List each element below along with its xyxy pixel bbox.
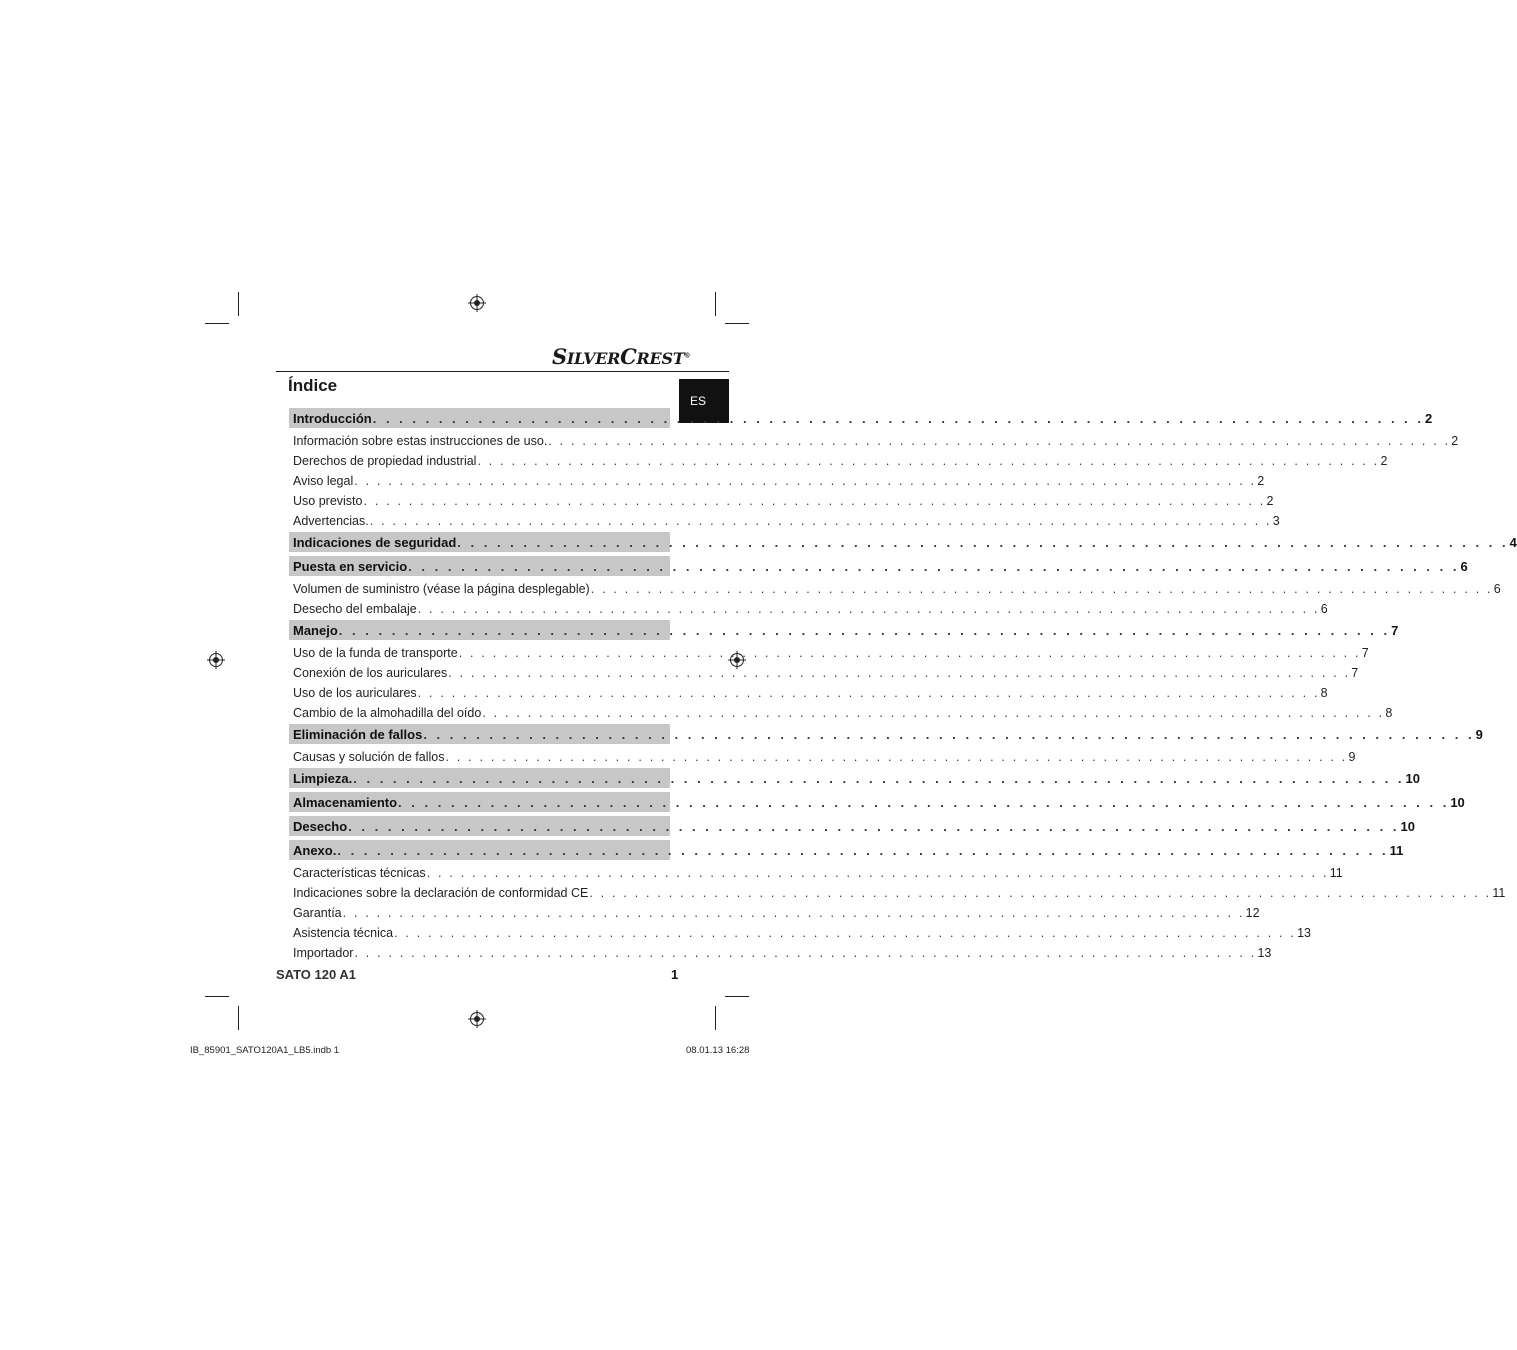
crop-mark (725, 996, 749, 997)
toc-leader: . . . . . . . . . . . . . . . . . . . . . . . . . . . . . . . . . . . . . . . . . . . . . . . . . . . . . . . . . . . . . . . . . . . . . . . . . . . . . . . . (445, 750, 1348, 764)
brand-logo: SILVERCREST® (552, 344, 691, 369)
toc-entry[interactable] (289, 860, 1343, 880)
toc-page: 4 (1509, 534, 1517, 550)
toc-leader: . . . . . . . . . . . . . . . . . . . . . . . . . . . . . . . . . . . . . . . . . . . . . . . . . . . . . . . . . . . . . . . . . . . . . . . . . . . . . . . . (589, 886, 1492, 900)
toc-page: 10 (1400, 818, 1415, 834)
toc-entry[interactable] (289, 448, 1388, 468)
toc-entry[interactable] (289, 700, 1393, 720)
toc-leader: . . . . . . . . . . . . . . . . . . . . . . . . . . . . . . . . . . . . . . . . . . . . . . . . . . . . . . . . . . . . . . . . . . . . . . . . . . . . . . . . (363, 494, 1266, 508)
registration-mark-icon (468, 1010, 486, 1028)
toc-section[interactable] (289, 792, 1465, 812)
toc-leader: . . . . . . . . . . . . . . . . . . . . . . . . . . . . . . . . . . . . . . . . . . . . . . . . . . . . . . . . . . . . . . . . . . . . . . . . . . . . . . . . (408, 558, 1460, 574)
toc-section[interactable] (289, 816, 1415, 836)
toc-entry[interactable] (289, 428, 1459, 448)
toc-leader: . . . . . . . . . . . . . . . . . . . . . . . . . . . . . . . . . . . . . . . . . . . . . . . . . . . . . . . . . . . . . . . . . . . . . . . . . . . . . . . . (353, 770, 1405, 786)
toc-label: Información sobre estas instrucciones de uso. (293, 434, 548, 448)
crop-mark (725, 323, 749, 324)
toc-leader: . . . . . . . . . . . . . . . . . . . . . . . . . . . . . . . . . . . . . . . . . . . . . . . . . . . . . . . . . . . . . . . . . . . . . . . . . . . . . . . . (423, 726, 1475, 742)
table-of-contents (289, 406, 1517, 960)
toc-page: 11 (1329, 866, 1343, 880)
toc-page: 2 (1451, 434, 1459, 448)
toc-page: 2 (1380, 454, 1388, 468)
toc-leader: . . . . . . . . . . . . . . . . . . . . . . . . . . . . . . . . . . . . . . . . . . . . . . . . . . . . . . . . . . . . . . . . . . . . . . . . . . . . . . . . (417, 602, 1320, 616)
toc-entry[interactable] (289, 880, 1506, 900)
toc-leader: . . . . . . . . . . . . . . . . . . . . . . . . . . . . . . . . . . . . . . . . . . . . . . . . . . . . . . . . . . . . . . . . . . . . . . . . . . . . . . . . (457, 534, 1509, 550)
toc-leader: . . . . . . . . . . . . . . . . . . . . . . . . . . . . . . . . . . . . . . . . . . . . . . . . . . . . . . . . . . . . . . . . . . . . . . . . . . . . . . . . (448, 666, 1351, 680)
toc-label: Aviso legal (293, 474, 354, 488)
toc-leader: . . . . . . . . . . . . . . . . . . . . . . . . . . . . . . . . . . . . . . . . . . . . . . . . . . . . . . . . . . . . . . . . . . . . . . . . . . . . . . . . (426, 866, 1329, 880)
crop-mark (205, 323, 229, 324)
toc-entry[interactable] (289, 900, 1260, 920)
toc-label: Puesta en servicio (293, 558, 408, 574)
toc-page: 10 (1405, 770, 1420, 786)
toc-entry[interactable] (289, 596, 1328, 616)
toc-label: Volumen de suministro (véase la página desplegable) (293, 582, 590, 596)
toc-entry[interactable] (289, 468, 1265, 488)
toc-section[interactable] (289, 724, 1483, 744)
crop-mark (238, 1006, 239, 1030)
header-rule (276, 371, 729, 372)
toc-section[interactable] (289, 840, 1404, 860)
toc-page: 11 (1389, 842, 1404, 858)
toc-label: Anexo. (293, 842, 337, 858)
toc-page: 7 (1351, 666, 1359, 680)
toc-entry[interactable] (289, 920, 1311, 940)
toc-section[interactable] (289, 768, 1420, 788)
toc-page: 12 (1245, 906, 1260, 920)
registration-mark-icon (207, 651, 225, 669)
toc-page: 2 (1425, 410, 1433, 426)
toc-leader: . . . . . . . . . . . . . . . . . . . . . . . . . . . . . . . . . . . . . . . . . . . . . . . . . . . . . . . . . . . . . . . . . . . . . . . . . . . . . . . . (394, 926, 1297, 940)
toc-label: Características técnicas (293, 866, 426, 880)
toc-label: Almacenamiento (293, 794, 398, 810)
toc-page: 6 (1460, 558, 1468, 574)
crop-mark (205, 996, 229, 997)
toc-label: Indicaciones de seguridad (293, 534, 457, 550)
toc-leader: . . . . . . . . . . . . . . . . . . . . . . . . . . . . . . . . . . . . . . . . . . . . . . . . . . . . . . . . . . . . . . . . . . . . . . . . . . . . . . . . (482, 706, 1385, 720)
toc-leader: . . . . . . . . . . . . . . . . . . . . . . . . . . . . . . . . . . . . . . . . . . . . . . . . . . . . . . . . . . . . . . . . . . . . . . . . . . . . . . . . (372, 410, 1424, 426)
toc-page: 2 (1257, 474, 1265, 488)
toc-label: Desecho del embalaje (293, 602, 417, 616)
toc-leader: . . . . . . . . . . . . . . . . . . . . . . . . . . . . . . . . . . . . . . . . . . . . . . . . . . . . . . . . . . . . . . . . . . . . . . . . . . . . . . . . (398, 794, 1450, 810)
toc-label: Indicaciones sobre la declaración de conformidad CE (293, 886, 589, 900)
toc-leader: . . . . . . . . . . . . . . . . . . . . . . . . . . . . . . . . . . . . . . . . . . . . . . . . . . . . . . . . . . . . . . . . . . . . . . . . . . . . . . . . (477, 454, 1380, 468)
registration-mark-icon (468, 294, 486, 312)
toc-entry[interactable] (289, 576, 1501, 596)
toc-section[interactable] (289, 620, 1399, 640)
toc-leader: . . . . . . . . . . . . . . . . . . . . . . . . . . . . . . . . . . . . . . . . . . . . . . . . . . . . . . . . . . . . . . . . . . . . . . . . . . . . . . . . (338, 622, 1391, 638)
toc-entry[interactable] (289, 940, 1272, 960)
toc-label: Eliminación de fallos (293, 726, 423, 742)
toc-leader: . . . . . . . . . . . . . . . . . . . . . . . . . . . . . . . . . . . . . . . . . . . . . . . . . . . . . . . . . . . . . . . . . . . . . . . . . . . . . . . . (348, 818, 1400, 834)
page-title: Índice (288, 376, 338, 395)
toc-leader: . . . . . . . . . . . . . . . . . . . . . . . . . . . . . . . . . . . . . . . . . . . . . . . . . . . . . . . . . . . . . . . . . . . . . . . . . . . . . . . . (354, 474, 1257, 488)
slug-file: IB_85901_SATO120A1_LB5.indb 1 (190, 1045, 340, 1056)
toc-page: 9 (1348, 750, 1356, 764)
toc-label: Manejo (293, 622, 338, 638)
toc-entry[interactable] (289, 680, 1328, 700)
toc-label: Derechos de propiedad industrial (293, 454, 477, 468)
toc-entry[interactable] (289, 640, 1369, 660)
toc-section[interactable] (289, 408, 1433, 428)
toc-label: Conexión de los auriculares (293, 666, 448, 680)
toc-page: 11 (1492, 886, 1506, 900)
toc-leader: . . . . . . . . . . . . . . . . . . . . . . . . . . . . . . . . . . . . . . . . . . . . . . . . . . . . . . . . . . . . . . . . . . . . . . . . . . . . . . . . (458, 646, 1361, 660)
toc-label: Garantía (293, 906, 342, 920)
toc-leader: . . . . . . . . . . . . . . . . . . . . . . . . . . . . . . . . . . . . . . . . . . . . . . . . . . . . . . . . . . . . . . . . . . . . . . . . . . . . . . . . (590, 582, 1493, 596)
toc-entry[interactable] (289, 744, 1356, 764)
toc-label: Advertencias. (293, 514, 369, 528)
toc-page: 7 (1361, 646, 1369, 660)
toc-entry[interactable] (289, 660, 1359, 680)
slug-datetime: 08.01.13 16:28 (686, 1045, 750, 1056)
toc-entry[interactable] (289, 508, 1280, 528)
language-tab-label: ES (690, 394, 707, 408)
toc-leader: . . . . . . . . . . . . . . . . . . . . . . . . . . . . . . . . . . . . . . . . . . . . . . . . . . . . . . . . . . . . . . . . . . . . . . . . . . . . . . . . (337, 842, 1389, 858)
toc-label: Introducción (293, 410, 372, 426)
toc-label: Uso previsto (293, 494, 363, 508)
toc-leader: . . . . . . . . . . . . . . . . . . . . . . . . . . . . . . . . . . . . . . . . . . . . . . . . . . . . . . . . . . . . . . . . . . . . . . . . . . . . . . . . (354, 946, 1257, 960)
toc-label: Causas y solución de fallos (293, 750, 445, 764)
toc-leader: . . . . . . . . . . . . . . . . . . . . . . . . . . . . . . . . . . . . . . . . . . . . . . . . . . . . . . . . . . . . . . . . . . . . . . . . . . . . . . . . (548, 434, 1451, 448)
toc-page: 2 (1266, 494, 1274, 508)
toc-page: 13 (1257, 946, 1272, 960)
crop-mark (715, 1006, 716, 1030)
toc-label: Importador (293, 946, 354, 960)
toc-page: 7 (1391, 622, 1399, 638)
toc-page: 13 (1297, 926, 1311, 940)
toc-label: Desecho (293, 818, 348, 834)
toc-page: 6 (1320, 602, 1328, 616)
toc-leader: . . . . . . . . . . . . . . . . . . . . . . . . . . . . . . . . . . . . . . . . . . . . . . . . . . . . . . . . . . . . . . . . . . . . . . . . . . . . . . . . (342, 906, 1245, 920)
toc-label: Uso de los auriculares (293, 686, 417, 700)
toc-leader: . . . . . . . . . . . . . . . . . . . . . . . . . . . . . . . . . . . . . . . . . . . . . . . . . . . . . . . . . . . . . . . . . . . . . . . . . . . . . . . . (369, 514, 1272, 528)
toc-page: 10 (1450, 794, 1465, 810)
toc-label: Cambio de la almohadilla del oído (293, 706, 482, 720)
toc-page: 6 (1493, 582, 1501, 596)
footer-page-number: 1 (671, 967, 679, 982)
toc-page: 8 (1385, 706, 1393, 720)
crop-mark (238, 292, 239, 316)
footer-model: SATO 120 A1 (276, 967, 356, 982)
toc-entry[interactable] (289, 488, 1274, 508)
toc-section[interactable] (289, 556, 1468, 576)
toc-section[interactable] (289, 532, 1517, 552)
toc-page: 3 (1272, 514, 1280, 528)
toc-label: Limpieza. (293, 770, 353, 786)
toc-label: Uso de la funda de transporte (293, 646, 458, 660)
toc-label: Asistencia técnica (293, 926, 394, 940)
toc-page: 9 (1475, 726, 1483, 742)
crop-mark (715, 292, 716, 316)
toc-page: 8 (1320, 686, 1328, 700)
toc-leader: . . . . . . . . . . . . . . . . . . . . . . . . . . . . . . . . . . . . . . . . . . . . . . . . . . . . . . . . . . . . . . . . . . . . . . . . . . . . . . . . (417, 686, 1320, 700)
